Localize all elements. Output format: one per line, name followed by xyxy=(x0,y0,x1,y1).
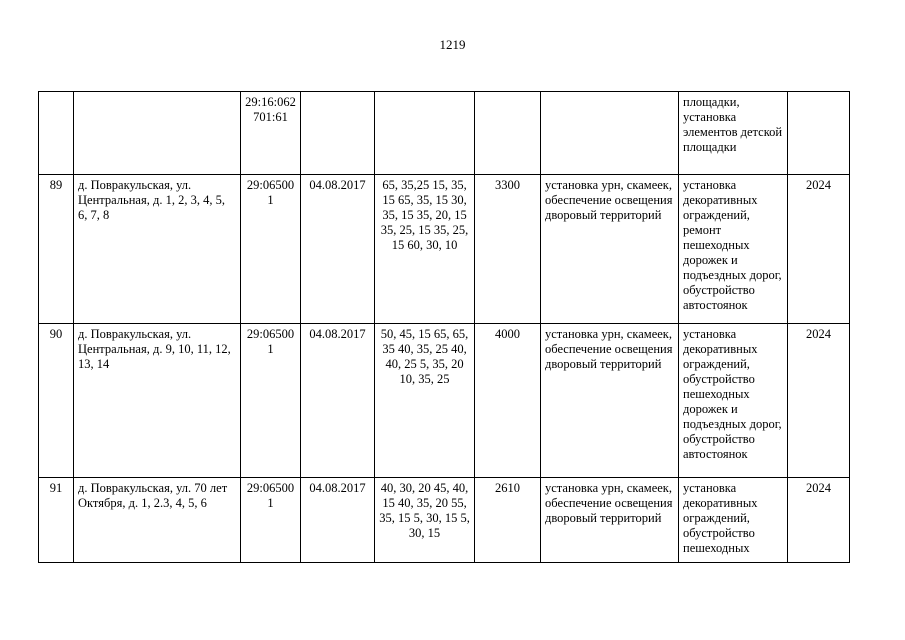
minimal-works-cell: установка урн, скамеек, обеспечение освещения дворовый территорий xyxy=(541,175,679,324)
cadastral-number-cell: 29:06500 1 xyxy=(241,175,301,324)
minimal-works-cell: установка урн, скамеек, обеспечение освещения дворовый территорий xyxy=(541,324,679,478)
additional-works-cell: площадки, установка элементов детской площадки xyxy=(679,92,788,175)
date-cell: 04.08.2017 xyxy=(301,324,375,478)
address-cell: д. Повракульская, ул. 70 лет Октября, д. 1, 2.3, 4, 5, 6 xyxy=(74,478,241,563)
area-cell: 2610 xyxy=(475,478,541,563)
area-cell xyxy=(475,92,541,175)
area-cell: 4000 xyxy=(475,324,541,478)
cadastral-number-cell: 29:06500 1 xyxy=(241,324,301,478)
registry-table xyxy=(38,91,850,563)
additional-works-cell: установка декоративных ограждений, обустройство пешеходных дорожек и подъездных дорог, обустройство автостоянок xyxy=(679,324,788,478)
date-cell: 04.08.2017 xyxy=(301,175,375,324)
row-number-cell: 90 xyxy=(39,324,74,478)
additional-works-cell: установка декоративных ограждений, ремонт пешеходных дорожек и подъездных дорог, обустройство автостоянок xyxy=(679,175,788,324)
table-row xyxy=(39,324,850,478)
row-number-cell xyxy=(39,92,74,175)
date-cell: 04.08.2017 xyxy=(301,478,375,563)
cadastral-number-cell: 29:06500 1 xyxy=(241,478,301,563)
sizes-cell: 40, 30, 20 45, 40, 15 40, 35, 20 55, 35, 15 5, 30, 15 5, 30, 15 xyxy=(375,478,475,563)
year-cell: 2024 xyxy=(788,175,850,324)
page-number: 1219 xyxy=(439,37,466,52)
sizes-cell: 50, 45, 15 65, 65, 35 40, 35, 25 40, 40, 25 5, 35, 20 10, 35, 25 xyxy=(375,324,475,478)
date-cell xyxy=(301,92,375,175)
minimal-works-cell xyxy=(541,92,679,175)
sizes-cell xyxy=(375,92,475,175)
row-number-cell: 89 xyxy=(39,175,74,324)
table-row xyxy=(39,478,850,563)
cadastral-number-cell: 29:16:062 701:61 xyxy=(241,92,301,175)
year-cell xyxy=(788,92,850,175)
table-row xyxy=(39,175,850,324)
address-cell: д. Повракульская, ул. Центральная, д. 9, 10, 11, 12, 13, 14 xyxy=(74,324,241,478)
address-cell xyxy=(74,92,241,175)
address-cell: д. Повракульская, ул. Центральная, д. 1, 2, 3, 4, 5, 6, 7, 8 xyxy=(74,175,241,324)
additional-works-cell: установка декоративных ограждений, обустройство пешеходных xyxy=(679,478,788,563)
table-row xyxy=(39,92,850,175)
sizes-cell: 65, 35,25 15, 35, 15 65, 35, 15 30, 35, 15 35, 20, 15 35, 25, 15 35, 25, 15 60, 30, 10 xyxy=(375,175,475,324)
minimal-works-cell: установка урн, скамеек, обеспечение освещения дворовый территорий xyxy=(541,478,679,563)
area-cell: 3300 xyxy=(475,175,541,324)
year-cell: 2024 xyxy=(788,478,850,563)
row-number-cell: 91 xyxy=(39,478,74,563)
year-cell: 2024 xyxy=(788,324,850,478)
